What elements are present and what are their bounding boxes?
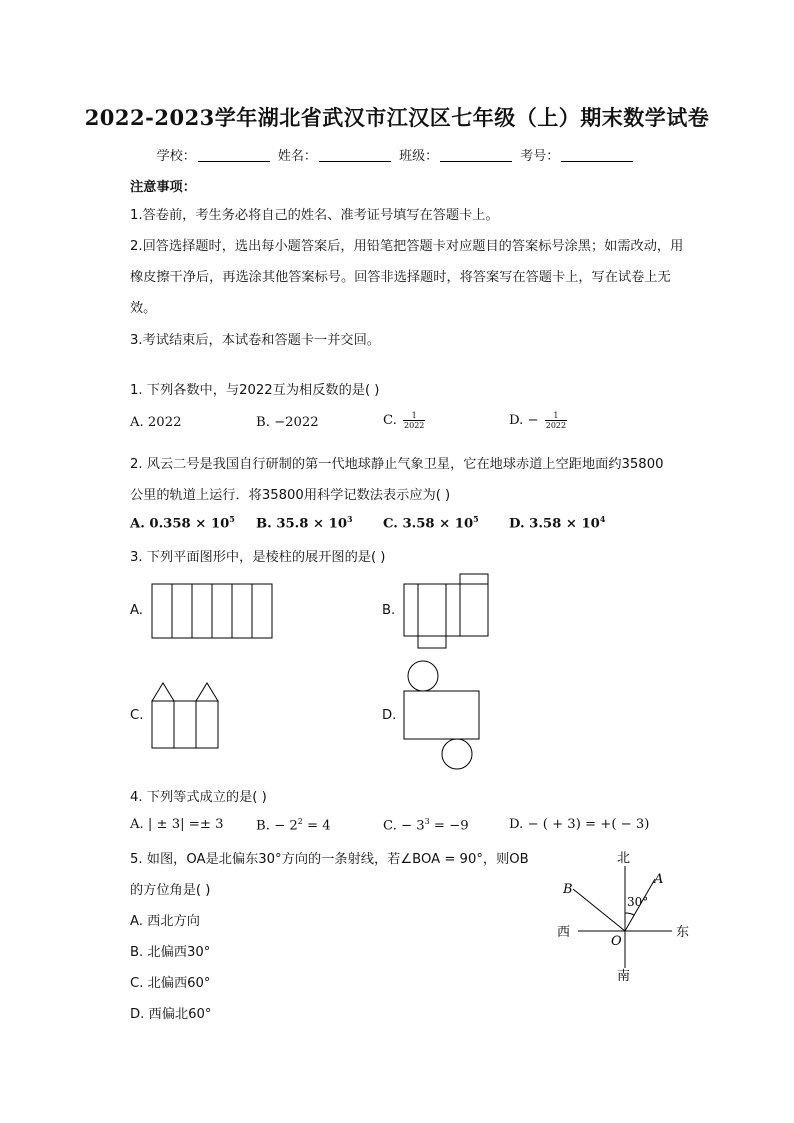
q1-stem: 1. 下列各数中，与2022互为相反数的是( ) bbox=[130, 383, 380, 398]
west-label: 西 bbox=[557, 925, 571, 940]
net-b-top-face bbox=[460, 574, 488, 584]
net-option-d bbox=[404, 661, 479, 769]
net-d-rectangle bbox=[404, 691, 479, 739]
q2-b-exp: 3 bbox=[347, 514, 353, 524]
q2-c-base: C. 3.58 × 10 bbox=[383, 516, 474, 532]
q5-option-a: A. 西北方向 bbox=[130, 914, 200, 929]
net-d-top-circle bbox=[408, 661, 438, 691]
south-label: 南 bbox=[617, 969, 631, 984]
q3-option-c-label: C. bbox=[130, 708, 144, 723]
q4-option-d: D. − ( + 3) = +( − 3) bbox=[509, 817, 650, 832]
q4-c-base: C. − 3 bbox=[383, 818, 425, 834]
note-1: 1.答卷前，考生务必将自己的姓名、准考证号填写在答题卡上。 bbox=[130, 208, 499, 223]
angle-arc bbox=[625, 913, 634, 915]
note-2: 2.回答选择题时，选出每小题答案后，用铅笔把答题卡对应题目的答案标号涂黑；如需改动，用橡皮擦干净后，再选涂其他答案标号。回答非选择题时，将答案写在答题卡上，写在试卷上无效。 bbox=[130, 239, 684, 316]
net-option-a bbox=[152, 584, 272, 638]
net-b-bottom-face bbox=[418, 636, 446, 648]
net-c-triangle-left bbox=[152, 683, 174, 701]
q2-c-exp: 5 bbox=[473, 514, 479, 524]
q4-b-exp: 2 bbox=[297, 817, 303, 826]
class-label: 班级： bbox=[399, 149, 439, 164]
net-c-strip bbox=[152, 701, 218, 748]
q4-option-c bbox=[383, 817, 469, 833]
origin-label: O bbox=[611, 934, 622, 949]
school-label: 学校： bbox=[156, 149, 196, 164]
q2-stem-line2: 公里的轨道上运行．将35800用科学记数法表示应为( ) bbox=[130, 488, 451, 503]
q2-b-base: B. 35.8 × 10 bbox=[256, 516, 348, 532]
east-label: 东 bbox=[676, 925, 690, 940]
angle-label: 30° bbox=[627, 895, 649, 909]
q2-a-base: A. 0.358 × 10 bbox=[130, 516, 230, 532]
q4-option-b bbox=[256, 817, 331, 833]
q1-d-numerator: 1 bbox=[545, 411, 567, 421]
compass-labels bbox=[557, 851, 689, 984]
q5-option-d: D. 西偏北60° bbox=[130, 1007, 212, 1022]
q4-stem: 4. 下列等式成立的是( ) bbox=[130, 790, 267, 805]
q3-option-b-label: B. bbox=[382, 603, 396, 618]
q4-option-a: A. | ± 3| =± 3 bbox=[130, 817, 224, 832]
q2-a-exp: 5 bbox=[229, 514, 235, 524]
q1-option-a: A. 2022 bbox=[130, 415, 182, 430]
ray-ob bbox=[573, 889, 625, 931]
q2-d-base: D. 3.58 × 10 bbox=[509, 516, 600, 532]
q5-stem-line1: 5. 如图，OA是北偏东30°方向的一条射线，若∠BOA = 90°，则OB bbox=[130, 852, 529, 867]
q3-stem: 3. 下列平面图形中，是棱柱的展开图的是( ) bbox=[130, 550, 386, 565]
q2-d-exp: 4 bbox=[599, 514, 606, 524]
exam-no-label: 考号： bbox=[520, 149, 560, 164]
point-a-label: A bbox=[654, 872, 664, 887]
q4-c-rest: = −9 bbox=[429, 818, 469, 834]
net-option-c bbox=[152, 683, 218, 748]
q3-option-a-label: A. bbox=[130, 603, 143, 618]
net-d-bottom-circle bbox=[442, 739, 472, 769]
q4-b-base: B. − 2 bbox=[256, 818, 298, 834]
name-label: 姓名： bbox=[277, 149, 317, 164]
q5-option-b: B. 北偏西30° bbox=[130, 945, 211, 960]
point-b-label: B bbox=[563, 882, 573, 897]
net-c-triangle-right bbox=[196, 683, 218, 701]
q5-option-c: C. 北偏西60° bbox=[130, 976, 211, 991]
q3-option-d-label: D. bbox=[382, 708, 397, 723]
q4-c-exp: 3 bbox=[424, 817, 430, 826]
q1-c-denominator: 2022 bbox=[404, 421, 425, 430]
q1-option-b: B. −2022 bbox=[256, 415, 319, 430]
q1-c-numerator: 1 bbox=[403, 411, 425, 421]
north-label: 北 bbox=[617, 851, 631, 866]
notes-heading: 注意事项： bbox=[130, 180, 196, 195]
q2-stem-line1: 2. 风云二号是我国自行研制的第一代地球静止气象卫星，它在地球赤道上空距地面约35800 bbox=[130, 457, 664, 472]
q1-d-denominator: 2022 bbox=[545, 421, 567, 430]
net-option-b bbox=[404, 574, 488, 648]
q5-stem-line2: 的方位角是( ) bbox=[130, 883, 211, 898]
note-3: 3.考试结束后，本试卷和答题卡一并交回。 bbox=[130, 333, 380, 348]
q1-option-c-label: C. bbox=[383, 413, 397, 428]
page-title: 2022-2023学年湖北省武汉市江汉区七年级（上）期末数学试卷 bbox=[84, 105, 710, 130]
q4-b-rest: = 4 bbox=[302, 818, 331, 834]
q1-option-d-label: D. − bbox=[509, 413, 539, 428]
